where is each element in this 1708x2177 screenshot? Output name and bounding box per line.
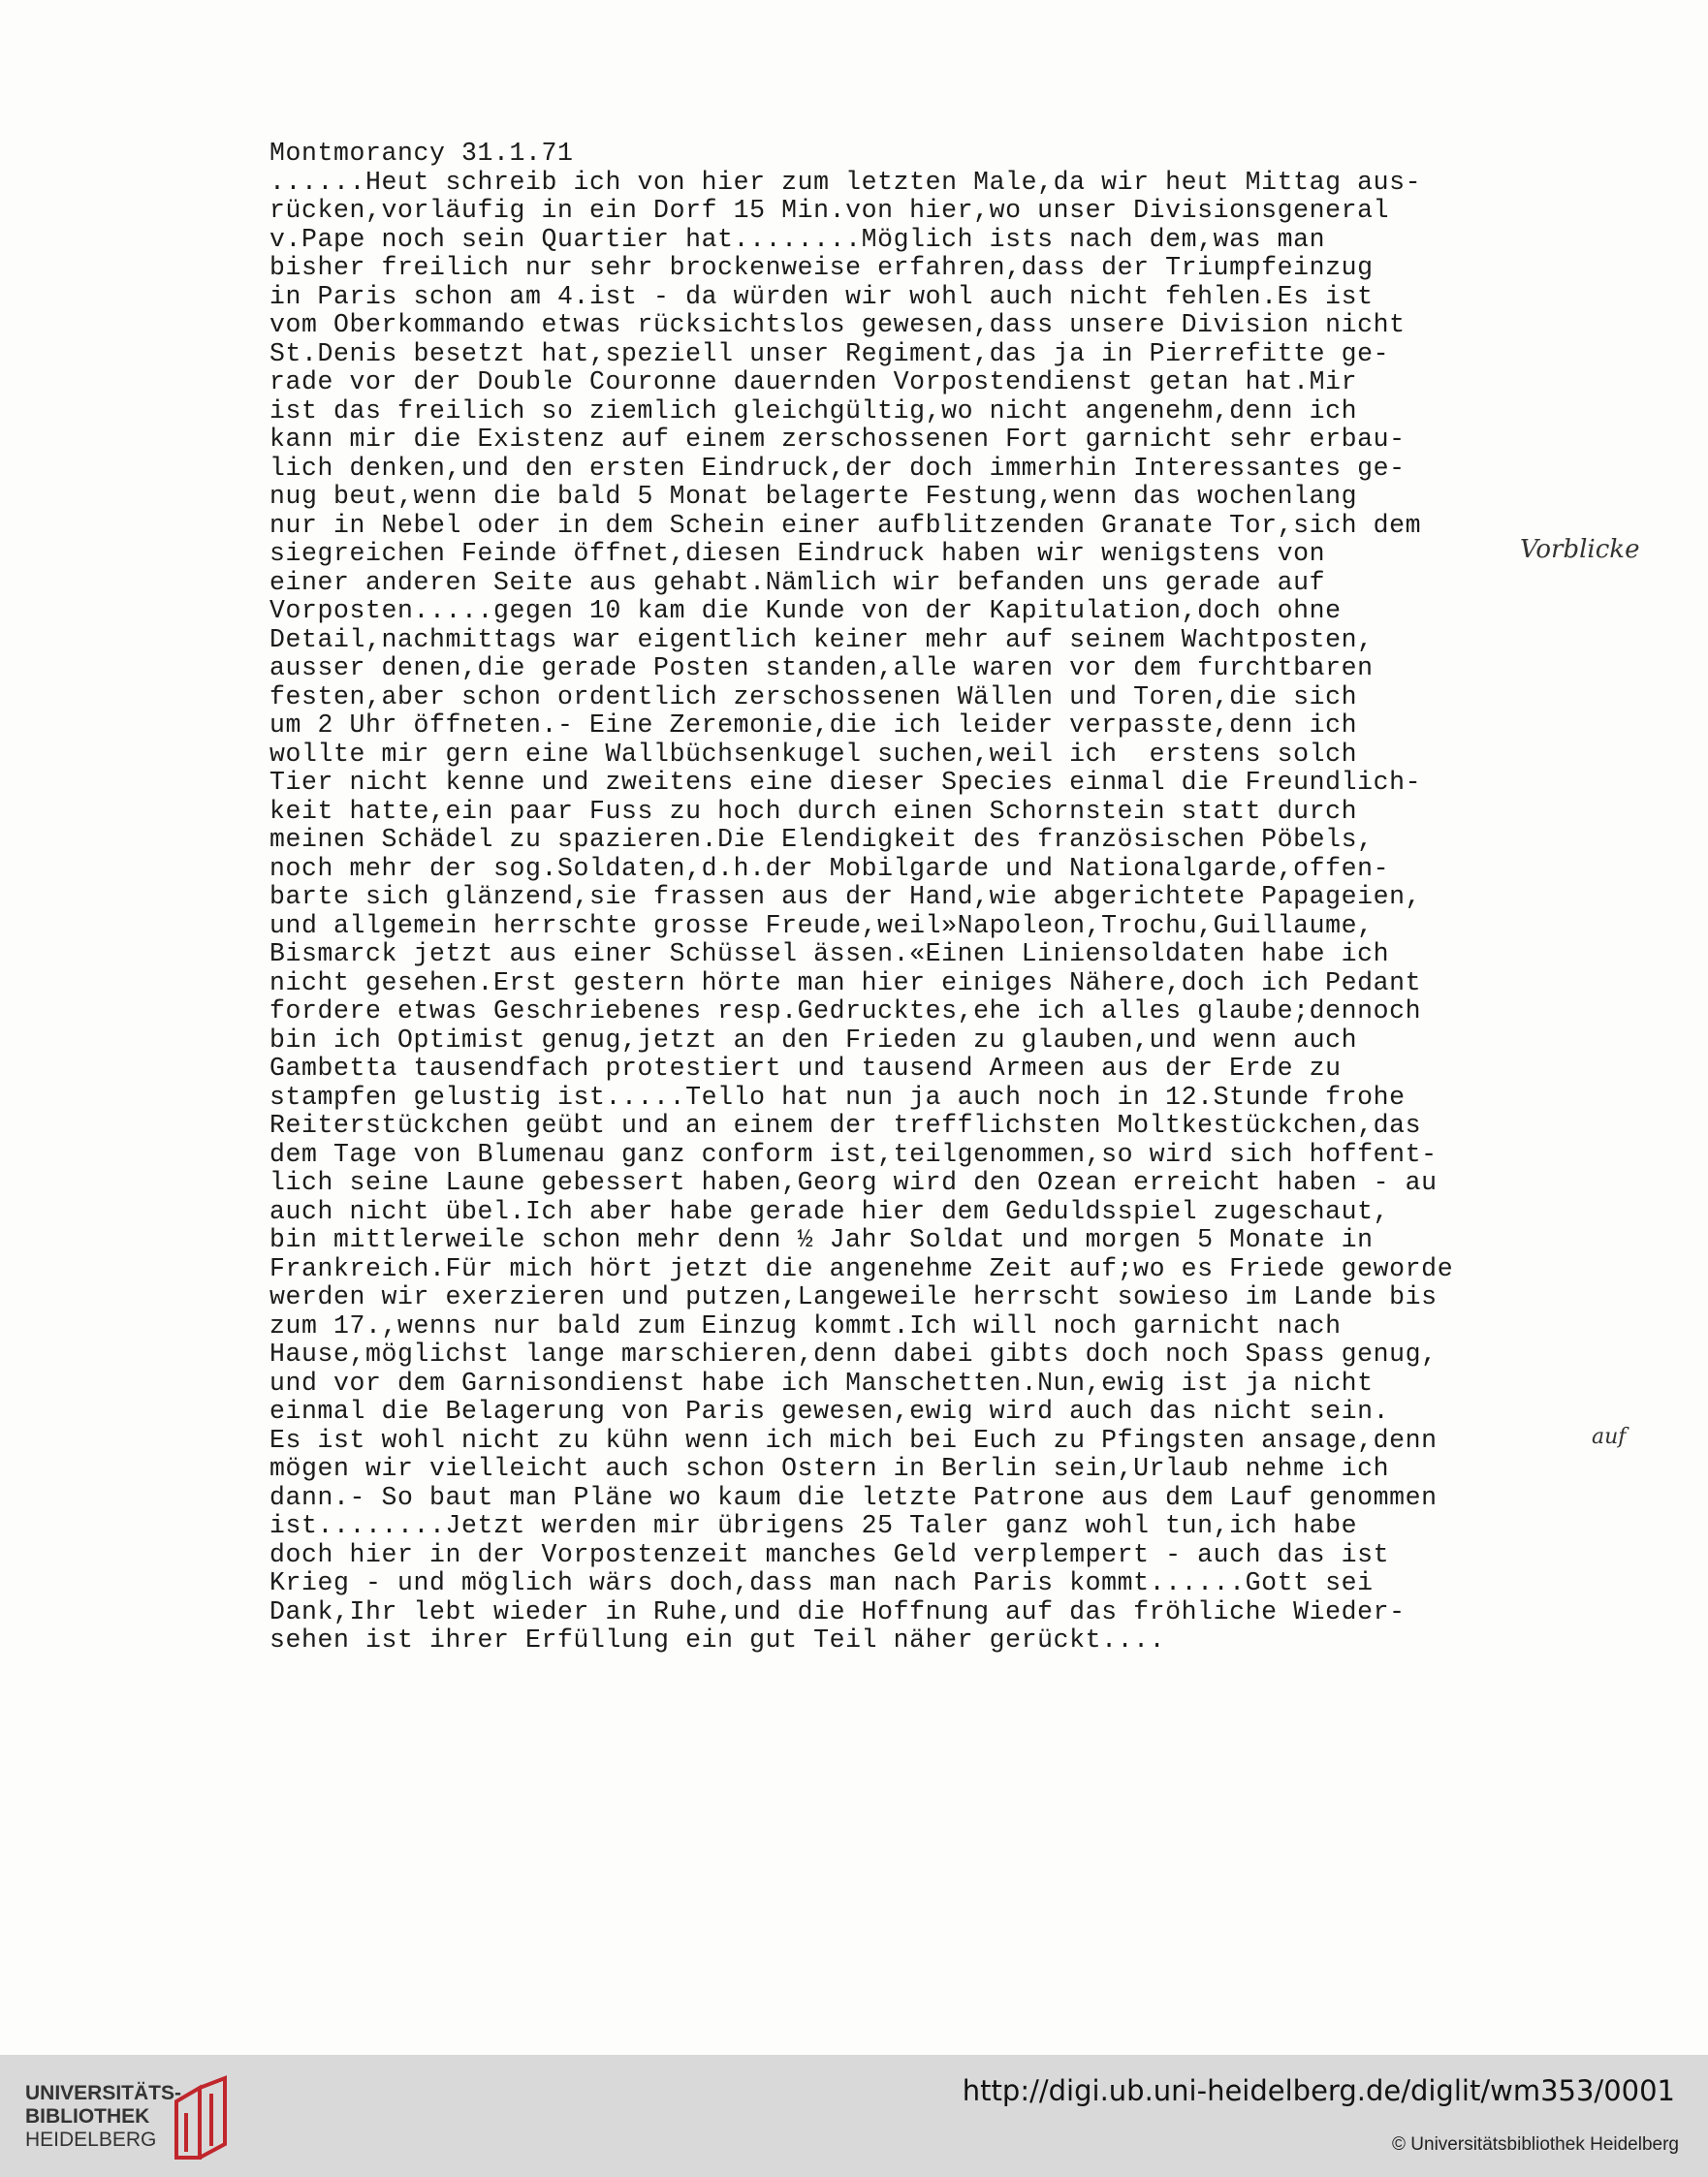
letter-line: bin ich Optimist genug,jetzt an den Frieden zu glauben,und wenn auch — [269, 1025, 1358, 1055]
letter-line: barte sich glänzend,sie frassen aus der Hand,wie abgerichtete Papageien, — [269, 882, 1422, 911]
letter-line: Tier nicht kenne und zweitens eine dieser Species einmal die Freundlich- — [269, 768, 1422, 797]
letter-line: einmal die Belagerung von Paris gewesen,ewig wird auch das nicht sein. — [269, 1397, 1390, 1426]
letter-line: sehen ist ihrer Erfüllung ein gut Teil näher gerückt.... — [269, 1625, 1166, 1655]
letter-line: Gambetta tausendfach protestiert und tausend Armeen aus der Erde zu — [269, 1054, 1342, 1083]
letter-line: Frankreich.Für mich hört jetzt die angenehme Zeit auf;wo es Friede geworde — [269, 1253, 1454, 1283]
letter-line: werden wir exerzieren und putzen,Langeweile herrscht sowieso im Lande bis — [269, 1282, 1438, 1311]
letter-line: um 2 Uhr öffneten.- Eine Zeremonie,die ich leider verpasste,denn ich — [269, 710, 1358, 740]
letter-line: wollte mir gern eine Wallbüchsenkugel suchen,weil ich erstens solch — [269, 739, 1358, 769]
letter-line: nur in Nebel oder in dem Schein einer aufblitzenden Granate Tor,sich dem — [269, 510, 1422, 540]
letter-line: Bismarck jetzt aus einer Schüssel ässen.«Einen Liniensoldaten habe ich — [269, 939, 1390, 968]
letter-line: stampfen gelustig ist.....Tello hat nun ja auch noch in 12.Stunde frohe — [269, 1082, 1406, 1112]
letter-line: auch nicht übel.Ich aber habe gerade hier dem Geduldsspiel zugeschaut, — [269, 1196, 1390, 1226]
letter-line: doch hier in der Vorpostenzeit manches Geld verplempert - auch das ist — [269, 1539, 1390, 1569]
letter-line: nug beut,wenn die bald 5 Monat belagerte Festung,wenn das wochenlang — [269, 482, 1358, 511]
logo-line-2: BIBLIOTHEK — [25, 2105, 150, 2128]
letter-line: Dank,Ihr lebt wieder in Ruhe,und die Hoffnung auf das fröhliche Wieder- — [269, 1596, 1406, 1626]
letter-line: St.Denis besetzt hat,speziell unser Regiment,das ja in Pierrefitte ge- — [269, 338, 1390, 368]
margin-note-vorblicke: Vorblicke — [1520, 535, 1640, 564]
letter-line: einer anderen Seite aus gehabt.Nämlich wir befanden uns gerade auf — [269, 567, 1326, 597]
logo-line-3: HEIDELBERG — [25, 2129, 157, 2151]
letter-line: Hause,möglichst lange marschieren,denn dabei gibts doch noch Spass genug, — [269, 1340, 1438, 1369]
margin-note-auf: auf — [1592, 1425, 1627, 1449]
letter-line: Reiterstückchen geübt und an einem der trefflichsten Moltkestückchen,das — [269, 1111, 1422, 1140]
letter-line: v.Pape noch sein Quartier hat........Möglich ists nach dem,was man — [269, 224, 1326, 254]
letter-line: und vor dem Garnisondienst habe ich Manschetten.Nun,ewig ist ja nicht — [269, 1368, 1374, 1398]
letter-line: Krieg - und möglich wärs doch,dass man nach Paris kommt......Gott sei — [269, 1568, 1374, 1597]
letter-line: keit hatte,ein paar Fuss zu hoch durch einen Schornstein statt durch — [269, 796, 1358, 826]
letter-line: siegreichen Feinde öffnet,diesen Eindruck haben wir wenigstens von — [269, 539, 1326, 568]
letter-line: ausser denen,die gerade Posten standen,alle waren vor dem furchtbaren — [269, 653, 1374, 682]
letter-line: rade vor der Double Couronne dauernden Vorpostendienst getan hat.Mir — [269, 367, 1358, 396]
letter-line: bin mittlerweile schon mehr denn ½ Jahr Soldat und morgen 5 Monate in — [269, 1225, 1374, 1254]
letter-line: dann.- So baut man Pläne wo kaum die letzte Patrone aus dem Lauf genommen — [269, 1482, 1438, 1512]
letter-line: Montmorancy 31.1.71 — [269, 139, 574, 168]
copyright-notice: © Universitätsbibliothek Heidelberg — [1392, 2134, 1679, 2155]
letter-line: lich seine Laune gebessert haben,Georg wird den Ozean erreicht haben - au — [269, 1168, 1438, 1197]
letter-line: mögen wir vielleicht auch schon Ostern in Berlin sein,Urlaub nehme ich — [269, 1454, 1390, 1483]
letter-line: vom Oberkommando etwas rücksichtslos gewesen,dass unsere Division nicht — [269, 310, 1406, 339]
letter-line: fordere etwas Geschriebenes resp.Gedrucktes,ehe ich alles glaube;dennoch — [269, 996, 1422, 1025]
letter-text — [269, 140, 1646, 1656]
letter-line: ......Heut schreib ich von hier zum letzten Male,da wir heut Mittag aus- — [269, 167, 1422, 197]
letter-line: bisher freilich nur sehr brockenweise erfahren,dass der Triumpfeinzug — [269, 253, 1374, 282]
letter-line: Vorposten.....gegen 10 kam die Kunde von der Kapitulation,doch ohne — [269, 596, 1342, 625]
letter-line: lich denken,und den ersten Eindruck,der doch immerhin Interessantes ge- — [269, 453, 1406, 483]
letter-line: meinen Schädel zu spazieren.Die Elendigkeit des französischen Pöbels, — [269, 825, 1374, 854]
letter-line: kann mir die Existenz auf einem zerschossenen Fort garnicht sehr erbau- — [269, 425, 1406, 454]
letter-line: nicht gesehen.Erst gestern hörte man hier einiges Nähere,doch ich Pedant — [269, 967, 1422, 997]
letter-line: Es ist wohl nicht zu kühn wenn ich mich bei Euch zu Pfingsten ansage,denn — [269, 1425, 1438, 1455]
letter-line: in Paris schon am 4.ist - da würden wir wohl auch nicht fehlen.Es ist — [269, 281, 1374, 311]
letter-line: dem Tage von Blumenau ganz conform ist,teilgenommen,so wird sich hoffent- — [269, 1139, 1438, 1169]
letter-line: ist........Jetzt werden mir übrigens 25 Taler ganz wohl tun,ich habe — [269, 1511, 1358, 1540]
letter-line: zum 17.,wenns nur bald zum Einzug kommt.Ich will noch garnicht nach — [269, 1310, 1342, 1341]
letter-line: festen,aber schon ordentlich zerschossenen Wällen und Toren,die sich — [269, 681, 1358, 711]
letter-line: noch mehr der sog.Soldaten,d.h.der Mobilgarde und Nationalgarde,offen- — [269, 853, 1390, 883]
library-logo-icon — [171, 2074, 238, 2163]
logo-line-1: UNIVERSITÄTS- — [25, 2082, 182, 2104]
letter-line: rücken,vorläufig in ein Dorf 15 Min.von hier,wo unser Divisionsgeneral — [269, 196, 1390, 225]
library-logo-text — [25, 2082, 181, 2152]
source-url[interactable]: http://digi.ub.uni-heidelberg.de/diglit/wm353/0001 — [962, 2074, 1675, 2107]
letter-line: und allgemein herrschte grosse Freude,weil»Napoleon,Trochu,Guillaume, — [269, 910, 1374, 940]
footer-bar — [0, 2055, 1708, 2177]
letter-line: Detail,nachmittags war eigentlich keiner mehr auf seinem Wachtposten, — [269, 624, 1374, 654]
letter-line: ist das freilich so ziemlich gleichgültig,wo nicht angenehm,denn ich — [269, 395, 1358, 426]
